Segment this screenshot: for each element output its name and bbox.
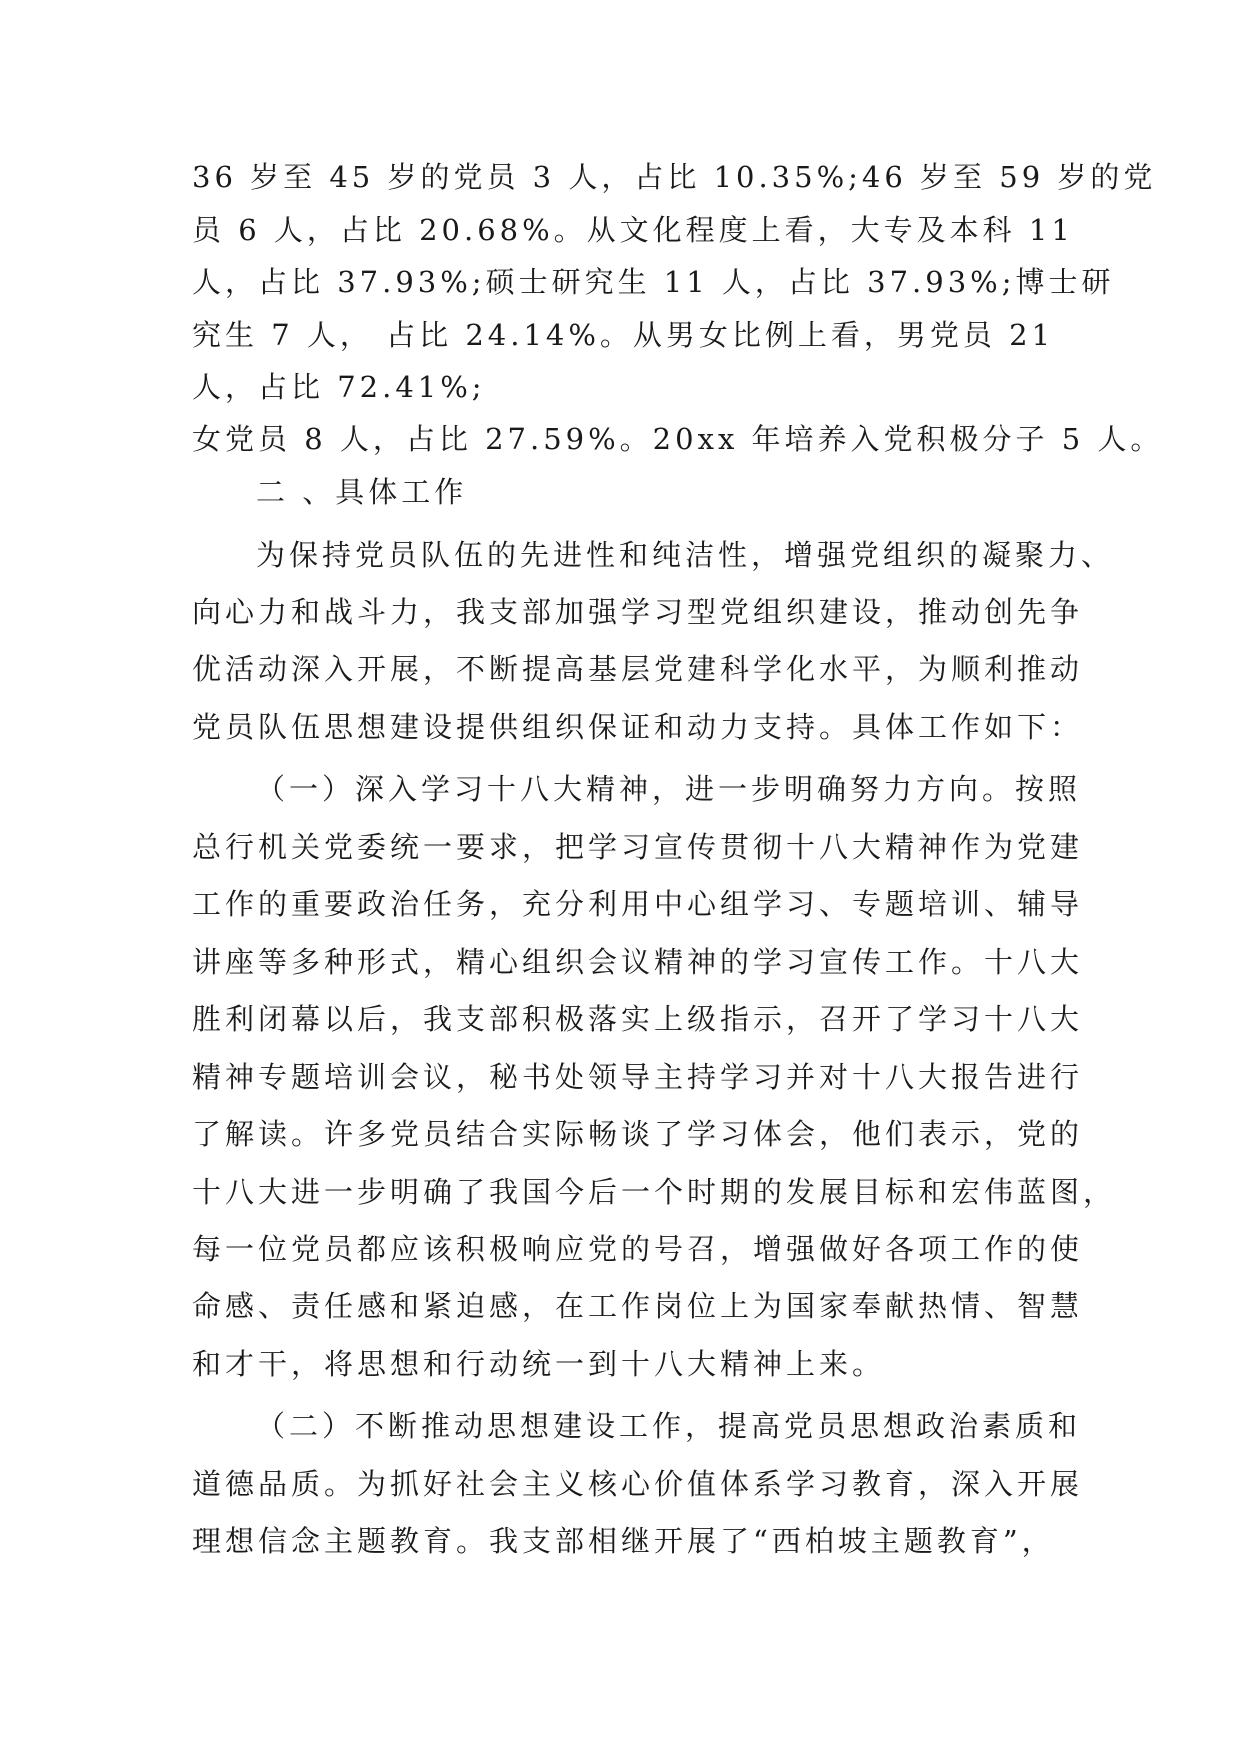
body-text-line: 精神专题培训会议，秘书处领导主持学习并对十八大报告进行 (192, 1060, 1084, 1094)
body-text-line: 员 6 人，占比 20.68%。从文化程度上看，大专及本科 11 (192, 213, 1074, 247)
body-text-line: 36 岁至 45 岁的党员 3 人，占比 10.35%;46 岁至 59 岁的党 (192, 160, 1157, 194)
body-text-line: 每一位党员都应该积极响应党的号召，增强做好各项工作的使 (192, 1232, 1084, 1266)
body-text-line: 道德品质。为抓好社会主义核心价值体系学习教育，深入开展 (192, 1467, 1084, 1501)
body-text-line: 为保持党员队伍的先进性和纯洁性，增强党组织的凝聚力、 (256, 538, 1115, 572)
body-text-line: 人，占比 72.41%; (192, 370, 486, 404)
body-text-line: 优活动深入开展，不断提高基层党建科学化水平，为顺利推动 (192, 652, 1084, 686)
body-text-line: 人，占比 37.93%;硕士研究生 11 人，占比 37.93%;博士研 (192, 265, 1115, 299)
subsection-paragraph-start: （一）深入学习十八大精神，进一步明确努力方向。按照 (256, 772, 1082, 806)
subsection-paragraph-start: （二）不断推动思想建设工作，提高党员思想政治素质和 (256, 1409, 1082, 1443)
section-heading: 二 、具体工作 (256, 475, 468, 509)
body-text-line: 理想信念主题教育。我支部相继开展了“西柏坡主题教育”， (192, 1524, 1055, 1558)
body-text-line: 十八大进一步明确了我国今后一个时期的发展目标和宏伟蓝图， (192, 1175, 1117, 1209)
body-text-line: 向心力和战斗力，我支部加强学习型党组织建设，推动创先争 (192, 595, 1084, 629)
body-text-line: 党员队伍思想建设提供组织保证和动力支持。具体工作如下： (192, 710, 1084, 744)
body-text-line: 和才干，将思想和行动统一到十八大精神上来。 (192, 1347, 886, 1381)
body-text-line: 命感、责任感和紧迫感，在工作岗位上为国家奉献热情、智慧 (192, 1289, 1084, 1323)
body-text-line: 女党员 8 人，占比 27.59%。20xx 年培养入党积极分子 5 人。 (192, 422, 1164, 456)
body-text-line: 了解读。许多党员结合实际畅谈了学习体会，他们表示，党的 (192, 1117, 1084, 1151)
body-text-line: 工作的重要政治任务，充分利用中心组学习、专题培训、辅导 (192, 887, 1084, 921)
body-text-line: 讲座等多种形式，精心组织会议精神的学习宣传工作。十八大 (192, 945, 1084, 979)
body-text-line: 总行机关党委统一要求，把学习宣传贯彻十八大精神作为党建 (192, 830, 1084, 864)
body-text-line: 究生 7 人， 占比 24.14%。从男女比例上看，男党员 21 (192, 318, 1055, 352)
body-text-line: 胜利闭幕以后，我支部积极落实上级指示，召开了学习十八大 (192, 1002, 1084, 1036)
